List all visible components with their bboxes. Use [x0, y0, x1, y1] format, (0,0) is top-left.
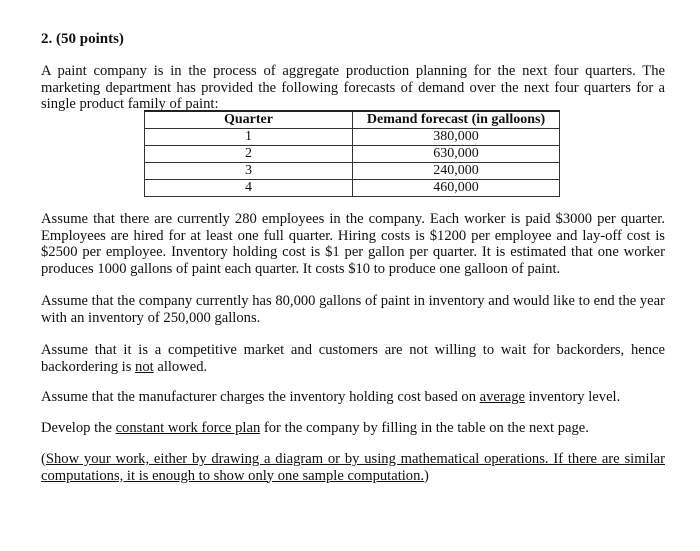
table-row [145, 146, 560, 163]
quarter-cell: 1 [145, 129, 353, 146]
holding-paragraph [41, 389, 665, 406]
demand-cell: 380,000 [353, 129, 560, 146]
holding-underlined: average [479, 389, 526, 405]
holding-text-before: Assume that the manufacturer charges the inventory holding cost based on [41, 389, 480, 405]
column-header-quarter: Quarter [145, 111, 353, 129]
table-row [145, 129, 560, 146]
table-header-row [145, 111, 560, 129]
table-row [145, 180, 560, 197]
backorder-text-before: Assume that it is a competitive market and customers are not willing to wait for backorders, hence backordering is [41, 342, 665, 375]
demand-forecast-table [144, 110, 560, 197]
quarter-cell: 2 [145, 146, 353, 163]
holding-text-after: inventory level. [525, 389, 621, 405]
table-row [145, 163, 560, 180]
backorder-underlined: not [135, 358, 154, 375]
develop-text-before: Develop the [41, 420, 116, 436]
demand-cell: 460,000 [353, 180, 560, 197]
inventory-paragraph: Assume that the company currently has 80,000 gallons of paint in inventory and would like to end the year with an inventory of 250,000 gallons. [41, 293, 665, 326]
column-header-demand: Demand forecast (in galloons) [353, 111, 560, 129]
question-heading: 2. (50 points) [41, 31, 124, 47]
intro-paragraph: A paint company is in the process of aggregate production planning for the next four quarters. The marketing department has provided the following forecasts of demand over the next four quarters for a single product family of paint: [41, 63, 665, 113]
backorder-text-after: allowed. [153, 358, 208, 375]
backorder-paragraph [41, 342, 665, 375]
employees-paragraph: Assume that there are currently 280 employees in the company. Each worker is paid $3000 per quarter. Employees are hired for at least one full quarter. Hiring costs is $1200 per employee and lay-off cost is $2500 per employee. Inventory holding cost is $1 per gallon per quarter. It is estimated that one worker produces 1000 gallons of paint each quarter. It costs $10 to produce one galloon of paint. [41, 211, 665, 277]
demand-cell: 630,000 [353, 146, 560, 163]
show-close-paren: ) [424, 467, 429, 484]
develop-text-after: for the company by filling in the table on the next page. [260, 420, 589, 436]
show-work-paragraph [41, 451, 665, 484]
quarter-cell: 3 [145, 163, 353, 180]
show-work-underlined: Show your work, either by drawing a diagram or by using mathematical operations. If there are similar computations, it is enough to show only one sample computation. [41, 451, 665, 484]
develop-underlined: constant work force plan [115, 420, 261, 436]
show-open-paren: ( [41, 451, 46, 467]
develop-paragraph [41, 420, 665, 437]
demand-cell: 240,000 [353, 163, 560, 180]
quarter-cell: 4 [145, 180, 353, 197]
